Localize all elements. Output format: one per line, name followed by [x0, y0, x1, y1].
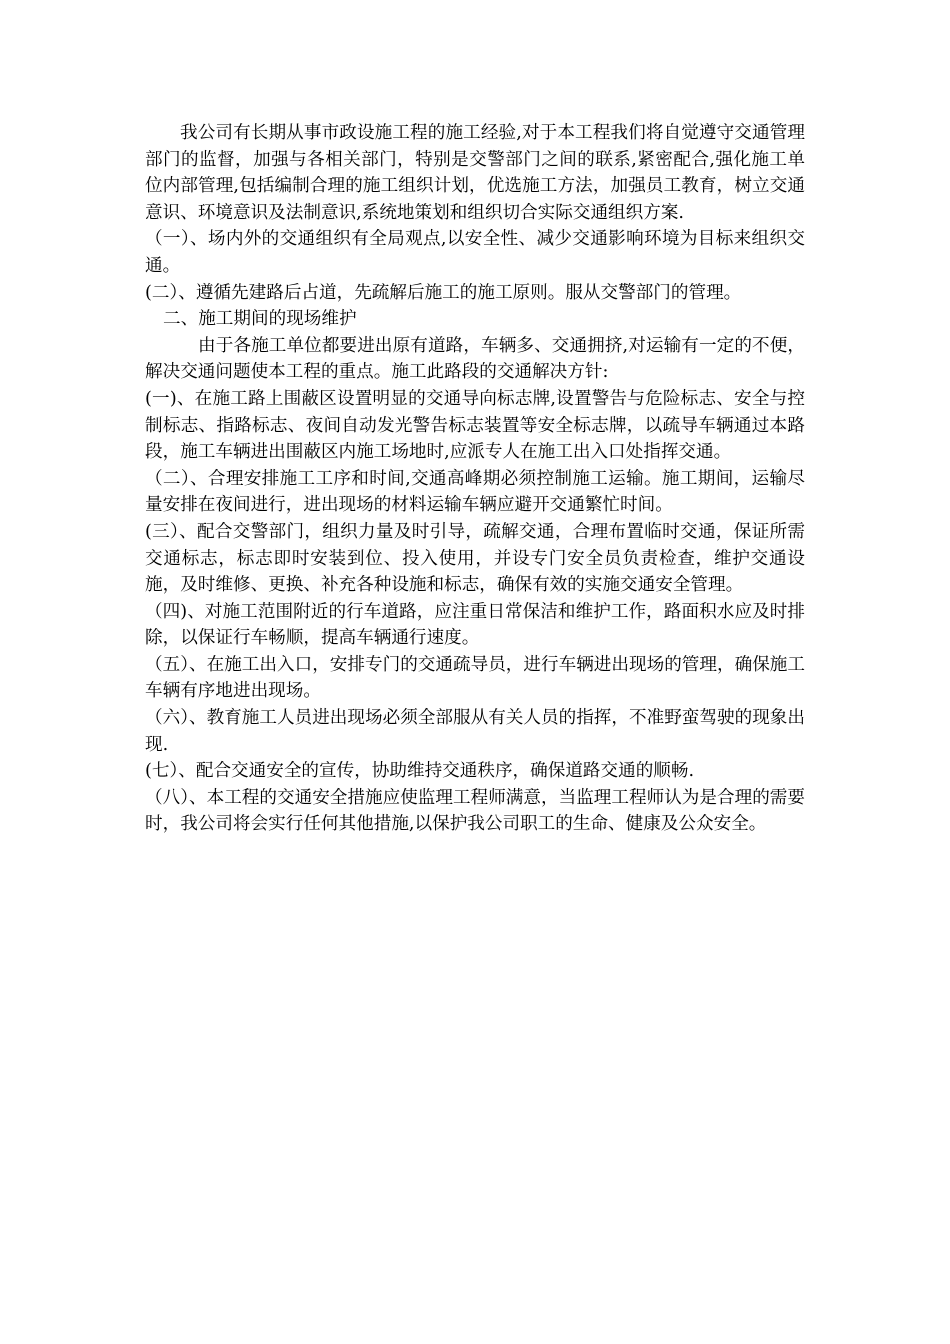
measure-2-paragraph: （二）、合理安排施工工序和时间,交通高峰期必须控制施工运输。施工期间，运输尽量安排在夜间进行，进出现场的材料运输车辆应避开交通繁忙时间。 — [145, 468, 805, 516]
section-heading: 二、施工期间的现场维护 — [163, 309, 357, 330]
measure-1-paragraph: (一)、在施工路上围蔽区设置明显的交通导向标志牌,设置警告与危险标志、安全与控制标志、指路标志、夜间自动发光警告标志装置等安全标志牌，以疏导车辆通过本路段，施工车辆进出围蔽区内施工场地时,应派专人在施工出入口处指挥交通。 — [145, 388, 805, 463]
measure-6-paragraph: （六）、教育施工人员进出现场必须全部服从有关人员的指挥，不准野蛮驾驶的现象出现. — [145, 708, 805, 755]
item-2-paragraph: (二）、遵循先建路后占道，先疏解后施工的施工原则。服从交警部门的管理。 — [145, 282, 742, 303]
section-intro-paragraph: 由于各施工单位都要进出原有道路，车辆多、交通拥挤,对运输有一定的不便，解决交通问题使本工程的重点。施工此路段的交通解决方针: — [145, 335, 805, 383]
item-1-paragraph: （一）、场内外的交通组织有全局观点,以安全性、减少交通影响环境为目标来组织交通。 — [145, 229, 805, 276]
measure-7-paragraph: (七）、配合交通安全的宣传，协助维持交通秩序，确保道路交通的顺畅. — [145, 761, 695, 782]
measure-8-paragraph: （八）、本工程的交通安全措施应使监理工程师满意，当监理工程师认为是合理的需要时，我公司将会实行任何其他措施,以保护我公司职工的生命、健康及公众安全。 — [145, 787, 805, 835]
measure-4-paragraph: （四)、对施工范围附近的行车道路，应注重日常保洁和维护工作，路面积水应及时排除，以保证行车畅顺，提高车辆通行速度。 — [145, 601, 805, 649]
intro-paragraph: 我公司有长期从事市政设施工程的施工经验,对于本工程我们将自觉遵守交通管理部门的监督，加强与各相关部门，特别是交警部门之间的联系,紧密配合,强化施工单位内部管理,包括编制合理的施工组织计划，优选施工方法，加强员工教育，树立交通意识、环境意识及法制意识,系统地策划和组织切合实际交通组织方案. — [145, 123, 805, 223]
measure-5-paragraph: （五）、在施工出入口，安排专门的交通疏导员，进行车辆进出现场的管理，确保施工车辆有序地进出现场。 — [145, 654, 805, 702]
measure-3-paragraph: (三）、配合交警部门，组织力量及时引导，疏解交通，合理布置临时交通，保证所需交通标志，标志即时安装到位、投入使用，并设专门安全员负责检查，维护交通设施，及时维修、更换、补充各种设施和标志，确保有效的实施交通安全管理。 — [145, 521, 805, 596]
